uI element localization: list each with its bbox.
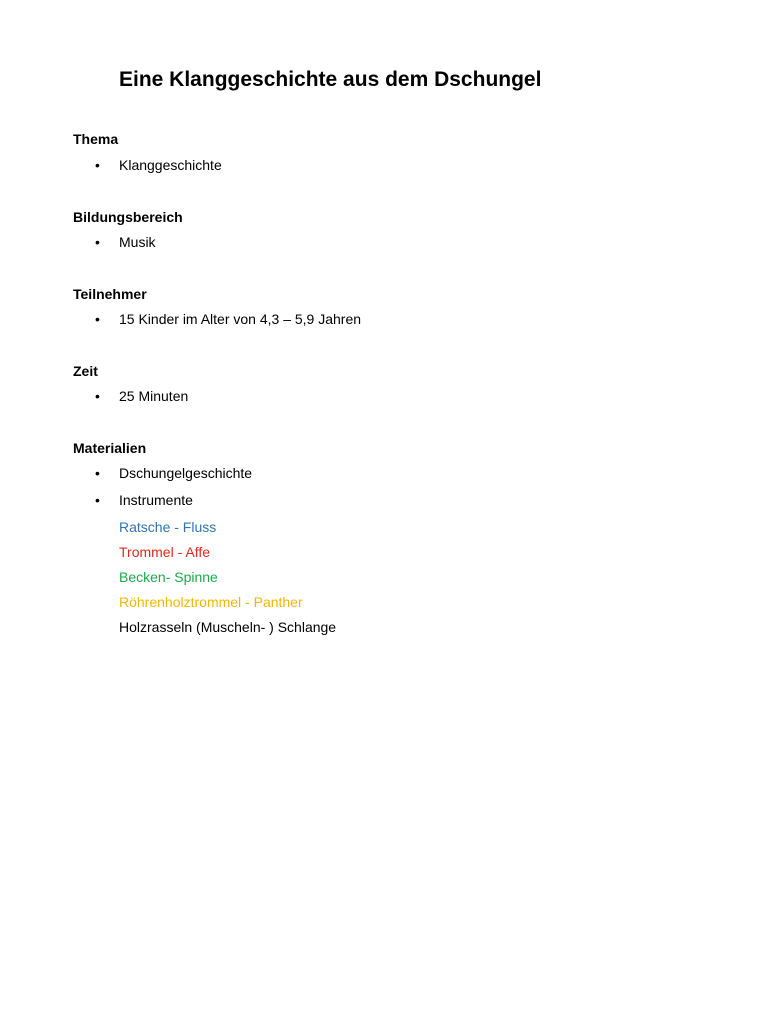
list-item <box>95 492 193 508</box>
section-heading-materialien: Materialien <box>73 440 147 456</box>
section-heading-zeit: Zeit <box>73 363 98 379</box>
bullet-icon: • <box>95 465 100 481</box>
instrument-item: Holzrasseln (Muscheln- ) Schlange <box>119 619 337 635</box>
section-heading-teilnehmer: Teilnehmer <box>73 286 147 302</box>
list-item-text: 25 Minuten <box>119 388 189 404</box>
instrument-item: Ratsche - Fluss <box>119 519 217 535</box>
list-item <box>95 311 361 327</box>
list-item <box>95 234 156 250</box>
section-heading-bildungsbereich: Bildungsbereich <box>73 209 183 225</box>
list-item-text: Instrumente <box>119 492 193 508</box>
list-item-text: 15 Kinder im Alter von 4,3 – 5,9 Jahren <box>119 311 362 327</box>
list-item-text: Dschungelgeschichte <box>119 465 253 481</box>
section-heading-thema: Thema <box>73 131 119 147</box>
list-item-text: Musik <box>119 234 156 250</box>
bullet-icon: • <box>95 157 100 173</box>
document-title: Eine Klanggeschichte aus dem Dschungel <box>119 68 542 91</box>
bullet-icon: • <box>95 492 100 508</box>
instrument-item: Röhrenholztrommel - Panther <box>119 594 303 610</box>
bullet-icon: • <box>95 311 100 327</box>
bullet-icon: • <box>95 234 100 250</box>
list-item <box>95 388 188 404</box>
bullet-icon: • <box>95 388 100 404</box>
list-item <box>95 465 252 481</box>
instrument-item: Trommel - Affe <box>119 544 211 560</box>
list-item-text: Klanggeschichte <box>119 157 222 173</box>
instrument-item: Becken- Spinne <box>119 569 218 585</box>
list-item <box>95 157 222 173</box>
